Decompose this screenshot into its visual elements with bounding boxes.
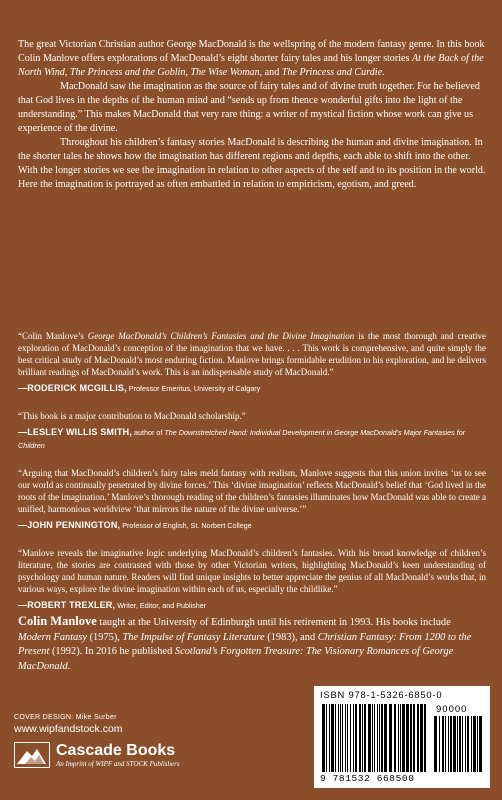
book-description	[18, 38, 486, 192]
review-mcgillis	[18, 330, 486, 395]
barcode-bars-icon	[322, 704, 430, 772]
price-addon: 90000	[436, 704, 468, 715]
publisher-imprint: An Imprint of WIPF and STOCK Publishers	[56, 760, 180, 768]
author-bio: Colin Manlove taught at the University of Edinburgh until his retirement in 1993. His books include Modern Fantasy (1975), The Impulse of Fantasy Literature (1983), and Christian Fantasy: From 1200 to the Present (1992). In 2016 he published Scotland’s Forgotten Treasure: The Visionary Romances of George MacDonald.	[18, 614, 472, 672]
ean-digits: 9 781532 668500	[320, 773, 415, 784]
review-quote: “Colin Manlove’s George MacDonald’s Children’s Fantasies and the Divine Imagination is the most thorough and creative exploration of MacDonald’s conception of the imagination that we have. . . . This work is comprehensive, and quite simply the best critical study of MacDonald’s most enduring fiction. Manlove brings formidable erudition to his exploration, and he delivers brilliant readings of MacDonald’s work. This is an indispensable study of MacDonald.”	[18, 331, 486, 377]
description-paragraph-1: The great Victorian Christian author George MacDonald is the wellspring of the modern fantasy genre. In this book Colin Manlove offers explorations of MacDonald’s eight shorter fairy tales and his longer stories At the Back of the North Wind, The Princess and the Goblin, The Wise Woman, and The Princess and Curdie.	[18, 39, 485, 78]
author-name: Colin Manlove	[18, 614, 97, 628]
review-pennington	[18, 467, 486, 532]
review-attribution: —JOHN PENNINGTON, Professor of English, St. Norbert College	[18, 520, 252, 530]
publisher-website: www.wipfandstock.com	[14, 723, 123, 735]
title-wise-woman: The Wise Woman	[190, 67, 260, 78]
review-smith	[18, 410, 486, 452]
review-attribution: —RODERICK MCGILLIS, Professor Emeritus, University of Calgary	[18, 383, 261, 393]
addon-barcode-bars-icon	[434, 716, 482, 772]
review-quote: “Arguing that MacDonald’s children’s fairy tales meld fantasy with realism, Manlove suggests that this union invites ‘us to see our world as continually penetrated by divine forces.’ This ‘divine imagination’ reflects MacDonald’s belief that ‘God lived in the roots of the imagination.’ Manlove’s thorough reading of the children’s fantasies illuminates how MacDonald was able to create a unified, harmonious worldview ‘that mirrors the nature of the divine universe.’”	[18, 468, 486, 514]
review-quote: “This book is a major contribution to MacDonald scholarship.”	[18, 411, 246, 421]
cover-design-credit: COVER DESIGN: Mike Surber	[14, 714, 117, 721]
review-attribution: —ROBERT TREXLER, Writer, Editor, and Publisher	[18, 600, 207, 610]
mountain-logo-icon	[14, 742, 50, 768]
isbn-number: ISBN 978-1-5326-6850-0	[320, 689, 443, 700]
publisher-block	[14, 742, 180, 769]
title-north-wind: At the Back of the North Wind	[18, 53, 484, 78]
title-princess-goblin: The Princess and the Goblin	[69, 67, 186, 78]
review-quote: “Manlove reveals the imaginative logic underlying MacDonald’s children’s fantasies. With his broad knowledge of children’s literature, the stories are contrasted with those by other Victorian writers, highlighting MacDonald’s keen understanding of psychology and human nature. Readers will find unique insights to better appreciate the genius of all MacDonald’s works that, in various ways, explore the divine imagination within each of us, especially the childlike.”	[18, 548, 486, 594]
description-paragraph-3: Throughout his children’s fantasy stories MacDonald is describing the human and divine imagination. In the shorter tales he shows how the imagination has different regions and depths, each able to shift into the other. With the longer stories we see the imagination in relation to other aspects of the self and to its position in the world. Here the imagination is portrayed as often embattled in relation to empiricism, egotism, and greed.	[18, 137, 486, 190]
publisher-name: Cascade Books	[56, 742, 176, 759]
credits	[14, 714, 123, 735]
endorsements	[18, 330, 486, 612]
review-trexler	[18, 547, 486, 612]
title-princess-curdie: The Princess and Curdie	[281, 67, 383, 78]
review-attribution: —LESLEY WILLIS SMITH, author of The Downstretched Hand: Individual Development in George MacDonald’s Major Fantasies for Children	[18, 427, 466, 450]
isbn-barcode	[314, 686, 490, 788]
description-paragraph-2: MacDonald saw the imagination as the source of fairy tales and of divine truth together. For he believed that God lives in the depths of the human mind and “sends up from thence wonderful gifts into the light of the understanding.” This makes MacDonald that very rare thing: a writer of mystical fiction whose work can give us experience of the divine.	[18, 81, 480, 134]
